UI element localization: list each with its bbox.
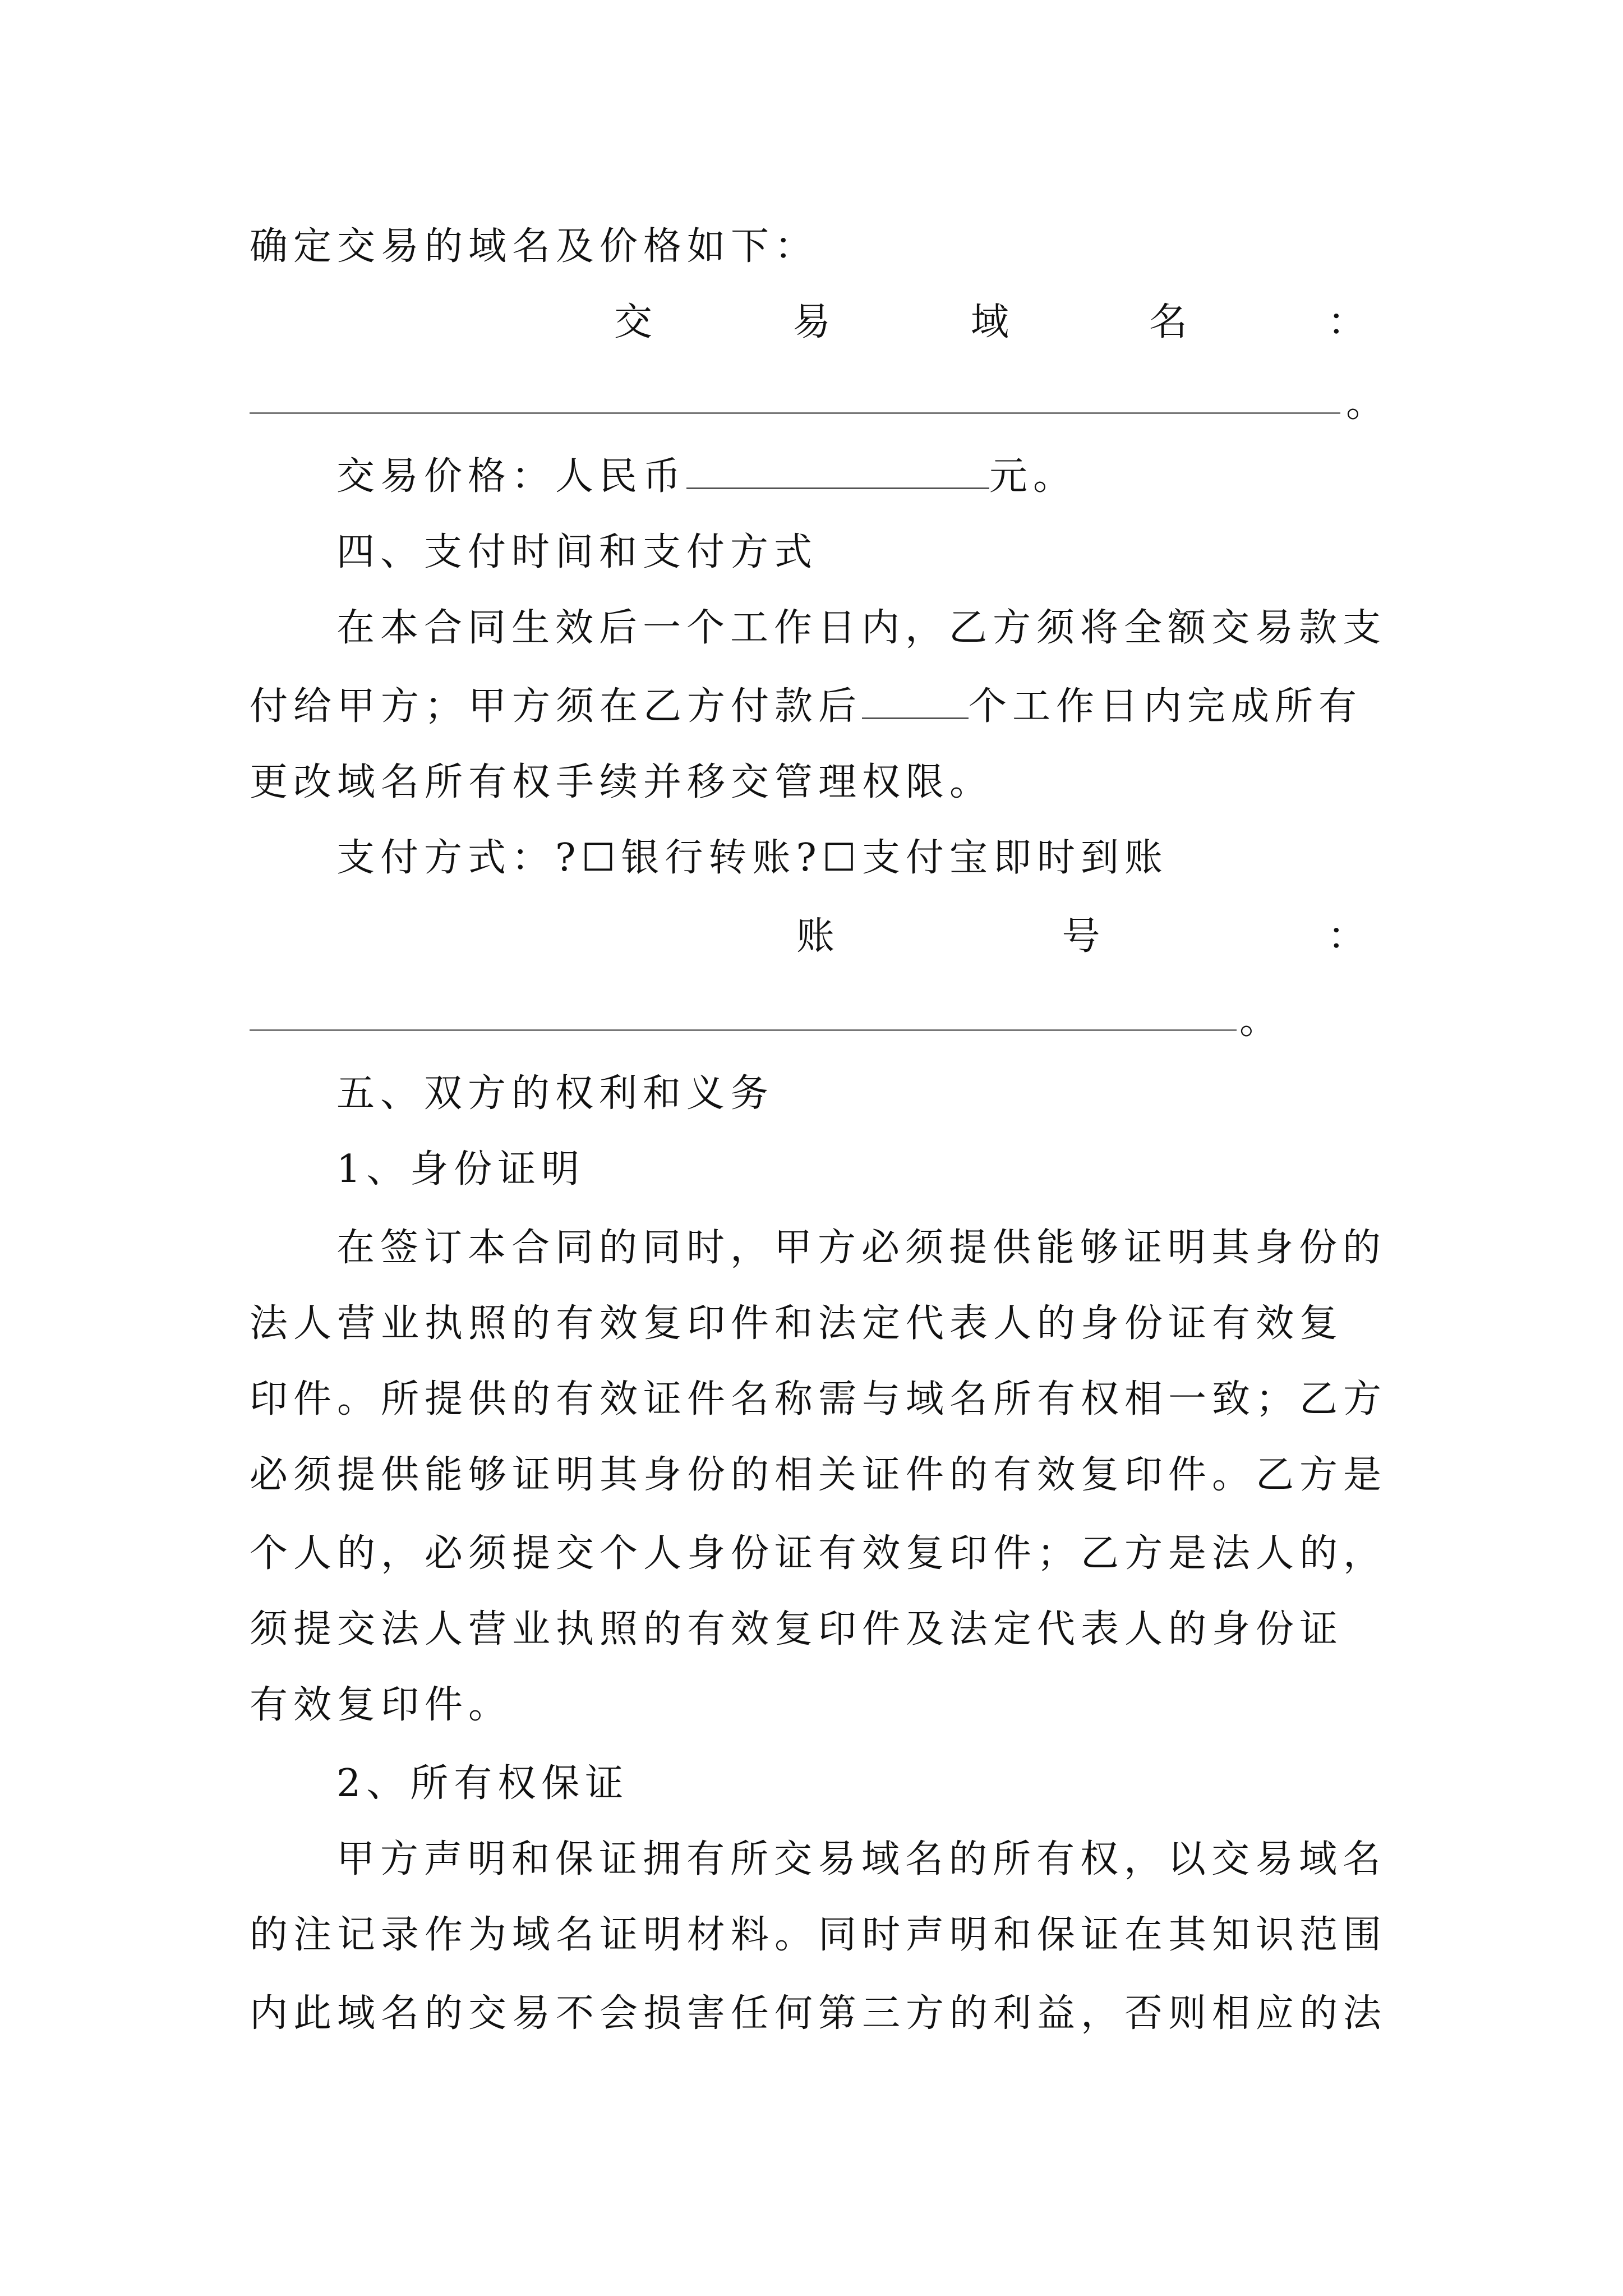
domain-label-char: 交	[614, 300, 653, 344]
text-line: 在签订本合同的同时，甲方必须提供能够证明其身份的	[336, 1226, 1387, 1270]
domain-blank-line	[250, 412, 1340, 414]
account-label-char: 账	[796, 914, 835, 959]
text-line: 有效复印件。	[250, 1683, 513, 1727]
price-blank	[686, 448, 989, 489]
subsection-heading: 1、身份证明	[336, 1147, 585, 1191]
text-fragment: 个工作日内完成所有	[969, 684, 1363, 729]
domain-label-char: 易	[792, 300, 831, 344]
text-line: 在本合同生效后一个工作日内，乙方须将全额交易款支	[336, 606, 1387, 650]
account-label-spread	[796, 903, 1366, 970]
text-line: 内此域名的交易不会损害任何第三方的利益，否则相应的法	[250, 1991, 1387, 2036]
price-prefix: 交易价格：人民币	[336, 454, 687, 499]
account-label-char: ：	[1327, 914, 1366, 959]
subsection-heading: 2、所有权保证	[336, 1761, 629, 1806]
domain-label-char: 域	[970, 300, 1009, 344]
days-blank	[862, 678, 969, 719]
text-line: 甲方声明和保证拥有所交易域名的所有权，以交易域名	[336, 1837, 1387, 1881]
text-line: 确定交易的域名及价格如下：	[250, 224, 819, 269]
text-line: 个人的，必须提交个人身份证有效复印件；乙方是法人的，	[250, 1531, 1387, 1576]
text-line: 的注记录作为域名证明材料。同时声明和保证在其知识范围	[250, 1913, 1387, 1957]
domain-label-spread	[614, 289, 1366, 356]
text-line: 须提交法人营业执照的有效复印件及法定代表人的身份证	[250, 1607, 1344, 1651]
text-line: 法人营业执照的有效复印件和法定代表人的身份证有效复	[250, 1301, 1344, 1346]
payment-method-line: 支付方式：?☐银行转账?☐支付宝即时到账	[336, 836, 1168, 880]
account-end-mark: 。	[1239, 999, 1278, 1043]
domain-label-char: 名	[1149, 300, 1187, 344]
section-heading: 四、支付时间和支付方式	[336, 530, 818, 574]
price-suffix: 元。	[989, 454, 1077, 499]
domain-label-char: ：	[1327, 300, 1366, 344]
text-fragment: 付给甲方；甲方须在乙方付款后	[250, 684, 863, 729]
domain-end-mark: 。	[1346, 381, 1385, 426]
section-heading: 五、双方的权利和义务	[336, 1071, 774, 1116]
account-blank-line	[250, 1029, 1237, 1031]
text-line: 更改域名所有权手续并移交管理权限。	[250, 760, 994, 804]
text-line: 必须提供能够证明其身份的相关证件的有效复印件。乙方是	[250, 1453, 1387, 1497]
text-line: 印件。所提供的有效证件名称需与域名所有权相一致；乙方	[250, 1377, 1387, 1421]
price-line	[336, 443, 1394, 510]
text-line	[250, 673, 1394, 740]
account-label-char: 号	[1062, 914, 1100, 959]
